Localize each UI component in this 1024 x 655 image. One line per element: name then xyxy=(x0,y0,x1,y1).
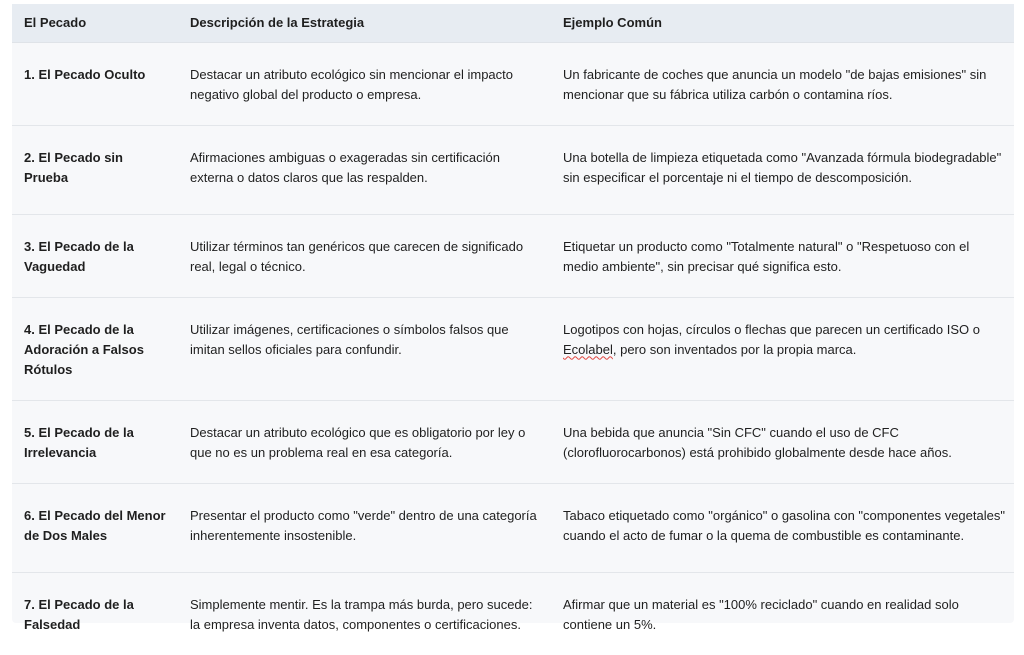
sin-example: Un fabricante de coches que anuncia un modelo "de bajas emisiones" sin mencionar que su fábrica utiliza carbón o contamina ríos. xyxy=(563,66,987,102)
sin-description: Destacar un atributo ecológico que es obligatorio por ley o que no es un problema real en esa categoría. xyxy=(190,424,526,460)
sin-name: 1. El Pecado Oculto xyxy=(24,66,146,82)
table-row xyxy=(12,125,1014,214)
sin-example: Una botella de limpieza etiquetada como "Avanzada fórmula biodegradable" sin especificar el porcentaje ni el tiempo de descomposición. xyxy=(563,149,1002,185)
greenwashing-sins-table xyxy=(12,4,1014,632)
sin-example: Una bebida que anuncia "Sin CFC" cuando el uso de CFC (clorofluorocarbonos) está prohibido globalmente desde hace años. xyxy=(563,424,952,460)
sin-name: 2. El Pecado sin Prueba xyxy=(24,149,123,185)
table-row xyxy=(12,214,1014,297)
sin-example: Tabaco etiquetado como "orgánico" o gasolina con "componentes vegetales" cuando el acto de fumar o la quema de combustible es contaminante. xyxy=(563,507,1005,543)
table-header xyxy=(12,4,1014,42)
table-row xyxy=(12,400,1014,483)
sin-name: 3. El Pecado de la Vaguedad xyxy=(24,238,134,274)
sin-description: Presentar el producto como "verde" dentro de una categoría inherentemente insostenible. xyxy=(190,507,537,543)
header-description: Descripción de la Estrategia xyxy=(190,14,365,30)
spellcheck-flagged-word[interactable]: Ecolabel xyxy=(563,341,613,357)
header-sin: El Pecado xyxy=(24,14,87,30)
example-text-before: Logotipos con hojas, círculos o flechas que parecen un certificado ISO o xyxy=(563,321,980,337)
table-row xyxy=(12,42,1014,125)
sin-example: Etiquetar un producto como "Totalmente natural" o "Respetuoso con el medio ambiente", sin precisar qué significa esto. xyxy=(563,238,970,274)
sin-name: 7. El Pecado de la Falsedad xyxy=(24,596,134,632)
table-row xyxy=(12,483,1014,572)
sin-description: Destacar un atributo ecológico sin mencionar el impacto negativo global del producto o empresa. xyxy=(190,66,514,102)
sin-example xyxy=(550,297,1014,400)
table-row xyxy=(12,297,1014,400)
sin-description: Simplemente mentir. Es la trampa más burda, pero sucede: la empresa inventa datos, componentes o certificaciones. xyxy=(190,596,533,632)
sin-description: Utilizar imágenes, certificaciones o símbolos falsos que imitan sellos oficiales para confundir. xyxy=(190,321,509,357)
header-example: Ejemplo Común xyxy=(563,14,662,30)
sin-example: Afirmar que un material es "100% reciclado" cuando en realidad solo contiene un 5%. xyxy=(563,596,959,632)
sin-description: Afirmaciones ambiguas o exageradas sin certificación externa o datos claros que las respalden. xyxy=(190,149,500,185)
table-row xyxy=(12,572,1014,655)
table-body xyxy=(12,42,1014,655)
sin-description: Utilizar términos tan genéricos que carecen de significado real, legal o técnico. xyxy=(190,238,524,274)
example-text-after: , pero son inventados por la propia marca. xyxy=(612,341,857,357)
sins-table xyxy=(12,4,1014,655)
sin-name: 4. El Pecado de la Adoración a Falsos Rótulos xyxy=(24,321,144,377)
sin-name: 5. El Pecado de la Irrelevancia xyxy=(24,424,134,460)
header-row xyxy=(12,4,1014,42)
sin-name: 6. El Pecado del Menor de Dos Males xyxy=(24,507,166,543)
